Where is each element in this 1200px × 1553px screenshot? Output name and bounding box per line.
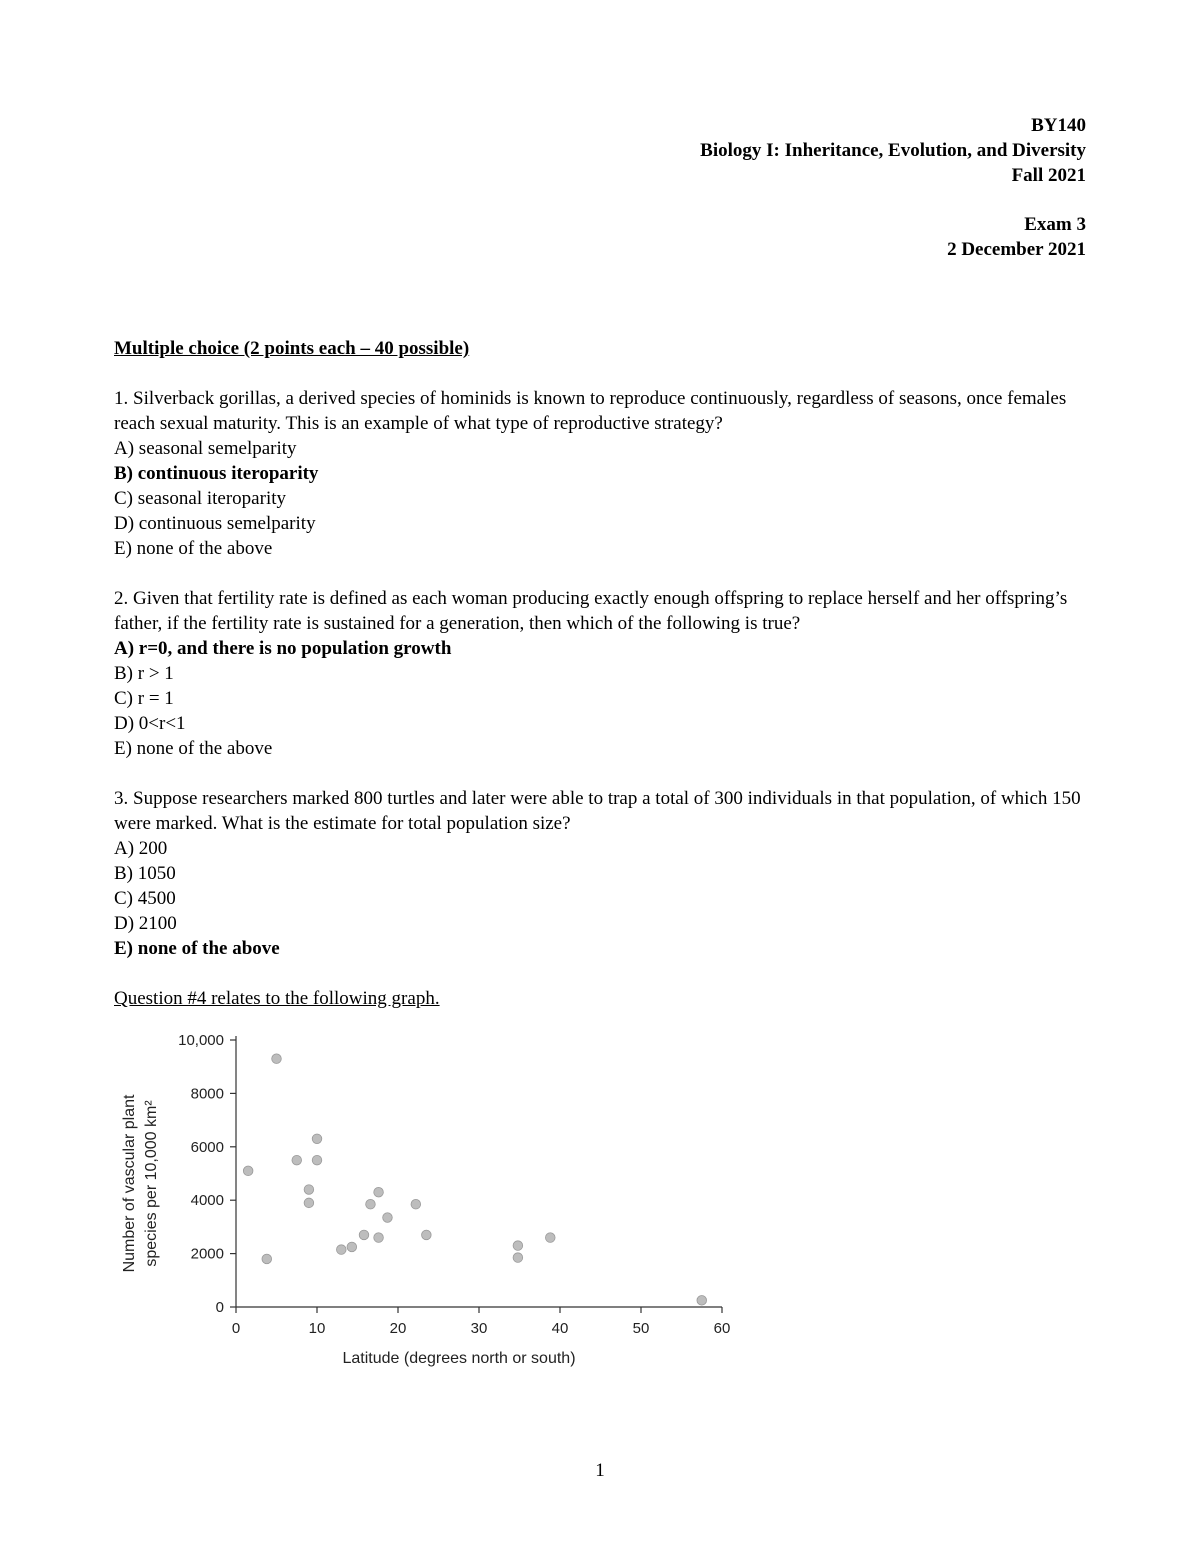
question-stem: 1. Silverback gorillas, a derived species of hominids is known to reproduce continuously, regardless of seasons, once females reach sexual maturity. This is an example of what type of reproductive strategy? (114, 388, 1067, 434)
y-axis-label-line2: species per 10,000 km² (143, 1100, 160, 1267)
y-tick-label: 0 (215, 1299, 224, 1316)
page-number: 1 (595, 1460, 605, 1481)
course-title: Biology I: Inheritance, Evolution, and Diversity (700, 140, 1086, 161)
data-point (697, 1296, 707, 1306)
x-tick-label: 40 (551, 1320, 569, 1337)
option-b: B) continuous iteroparity (114, 463, 319, 484)
data-point (359, 1230, 369, 1240)
exam-body (114, 336, 1094, 1011)
question-2 (114, 586, 1094, 761)
data-point (422, 1230, 432, 1240)
x-tick-label: 30 (470, 1320, 488, 1337)
exam-name: Exam 3 (1024, 214, 1086, 235)
y-axis-label-line1: Number of vascular plant (121, 1094, 138, 1273)
option-c: C) seasonal iteroparity (114, 488, 287, 509)
scatter-chart (110, 1020, 750, 1380)
x-tick-label: 60 (713, 1320, 731, 1337)
data-point (545, 1233, 555, 1243)
data-point (366, 1199, 376, 1209)
data-point (513, 1253, 523, 1263)
data-point (304, 1198, 314, 1208)
option-e: E) none of the above (114, 938, 280, 959)
exam-date: 2 December 2021 (947, 239, 1086, 260)
x-axis-label: Latitude (degrees north or south) (342, 1350, 576, 1367)
graph-intro: Question #4 relates to the following graph. (114, 988, 440, 1009)
option-c: C) 4500 (114, 888, 176, 909)
y-tick-label: 10,000 (178, 1032, 224, 1049)
data-point (243, 1166, 253, 1176)
data-point (513, 1241, 523, 1251)
option-a: A) r=0, and there is no population growth (114, 638, 452, 659)
option-b: B) r > 1 (114, 663, 174, 684)
data-point (383, 1213, 393, 1223)
option-a: A) seasonal semelparity (114, 438, 297, 459)
question-1 (114, 386, 1094, 561)
term: Fall 2021 (1011, 165, 1086, 186)
option-e: E) none of the above (114, 538, 273, 559)
y-tick-label: 4000 (190, 1192, 224, 1210)
data-point (374, 1187, 384, 1197)
data-point (374, 1233, 384, 1243)
option-d: D) 2100 (114, 913, 177, 934)
option-e: E) none of the above (114, 738, 273, 759)
option-c: C) r = 1 (114, 688, 174, 709)
question-stem: 2. Given that fertility rate is defined as each woman producing exactly enough offspring to replace herself and her offspring’s father, if the fertility rate is sustained for a generation, then which of the following is true? (114, 588, 1068, 634)
data-point (304, 1185, 314, 1195)
data-point (411, 1199, 421, 1209)
data-point (292, 1155, 302, 1165)
y-tick-label: 8000 (190, 1085, 224, 1103)
data-point (347, 1242, 357, 1252)
data-point (312, 1155, 322, 1165)
exam-header (700, 113, 1086, 262)
question-stem: 3. Suppose researchers marked 800 turtles and later were able to trap a total of 300 individuals in that population, of which 150 were marked. What is the estimate for total population size? (114, 788, 1081, 834)
data-point (272, 1054, 282, 1064)
y-tick-label: 2000 (190, 1245, 224, 1263)
option-d: D) continuous semelparity (114, 513, 316, 534)
course-code: BY140 (1031, 115, 1086, 136)
option-a: A) 200 (114, 838, 168, 859)
x-tick-label: 20 (389, 1320, 407, 1337)
x-tick-label: 50 (632, 1320, 650, 1337)
option-b: B) 1050 (114, 863, 176, 884)
x-tick-label: 10 (308, 1320, 326, 1337)
option-d: D) 0<r<1 (114, 713, 186, 734)
data-point (262, 1254, 272, 1264)
question-3 (114, 786, 1094, 961)
y-tick-label: 6000 (190, 1138, 224, 1156)
section-title: Multiple choice (2 points each – 40 possible) (114, 338, 470, 359)
data-point (312, 1134, 322, 1144)
data-point (337, 1245, 347, 1255)
x-tick-label: 0 (231, 1320, 241, 1337)
